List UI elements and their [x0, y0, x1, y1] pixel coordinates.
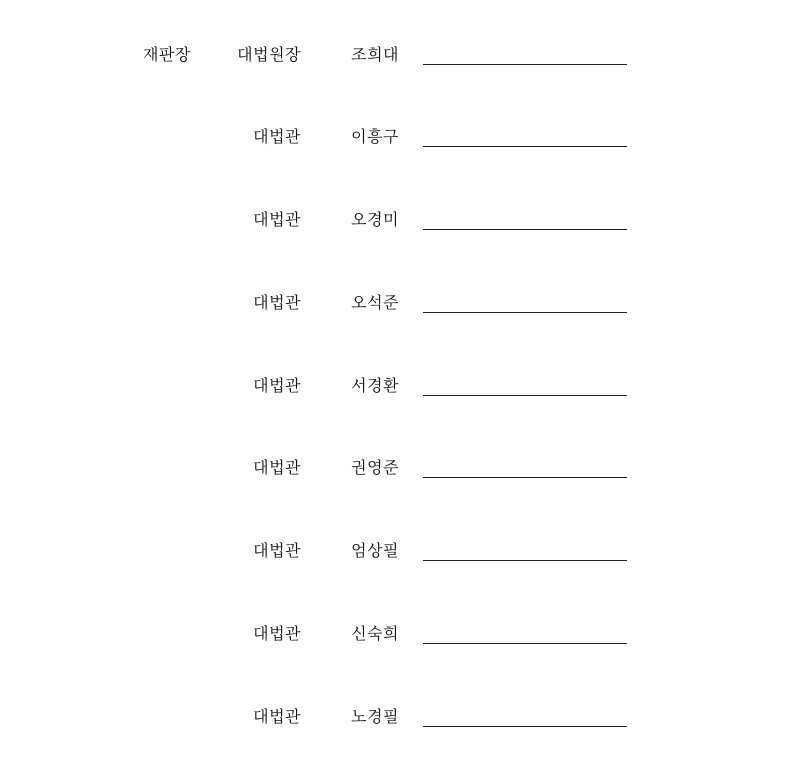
signature-row	[0, 706, 793, 736]
signature-line	[423, 395, 627, 396]
signature-row	[0, 375, 793, 405]
signature-line	[423, 312, 627, 313]
justice-name: 권영준	[351, 458, 399, 477]
signature-row	[0, 540, 793, 570]
justice-name: 엄상필	[351, 541, 399, 560]
signature-row	[0, 623, 793, 653]
position-label: 대법관	[253, 541, 301, 560]
position-label: 대법관	[253, 376, 301, 395]
position-label: 대법관	[253, 707, 301, 726]
justice-name: 조희대	[351, 45, 399, 64]
signature-line	[423, 477, 627, 478]
position-label: 대법관	[253, 127, 301, 146]
justice-name: 노경필	[351, 707, 399, 726]
position-label: 대법관	[253, 293, 301, 312]
position-label: 대법원장	[237, 45, 301, 64]
justice-name: 서경환	[351, 376, 399, 395]
justice-name: 신숙희	[351, 624, 399, 643]
justice-name: 오경미	[351, 210, 399, 229]
position-label: 대법관	[253, 210, 301, 229]
signature-line	[423, 560, 627, 561]
signature-line	[423, 726, 627, 727]
signature-line	[423, 229, 627, 230]
signature-row	[0, 44, 793, 74]
signature-row	[0, 126, 793, 156]
presiding-judge-label: 재판장	[143, 45, 191, 64]
signature-row	[0, 209, 793, 239]
signature-line	[423, 643, 627, 644]
signature-line	[423, 64, 627, 65]
position-label: 대법관	[253, 458, 301, 477]
signature-row	[0, 292, 793, 322]
position-label: 대법관	[253, 624, 301, 643]
justice-name: 이흥구	[351, 127, 399, 146]
signature-line	[423, 146, 627, 147]
justice-name: 오석준	[351, 293, 399, 312]
signature-row	[0, 457, 793, 487]
